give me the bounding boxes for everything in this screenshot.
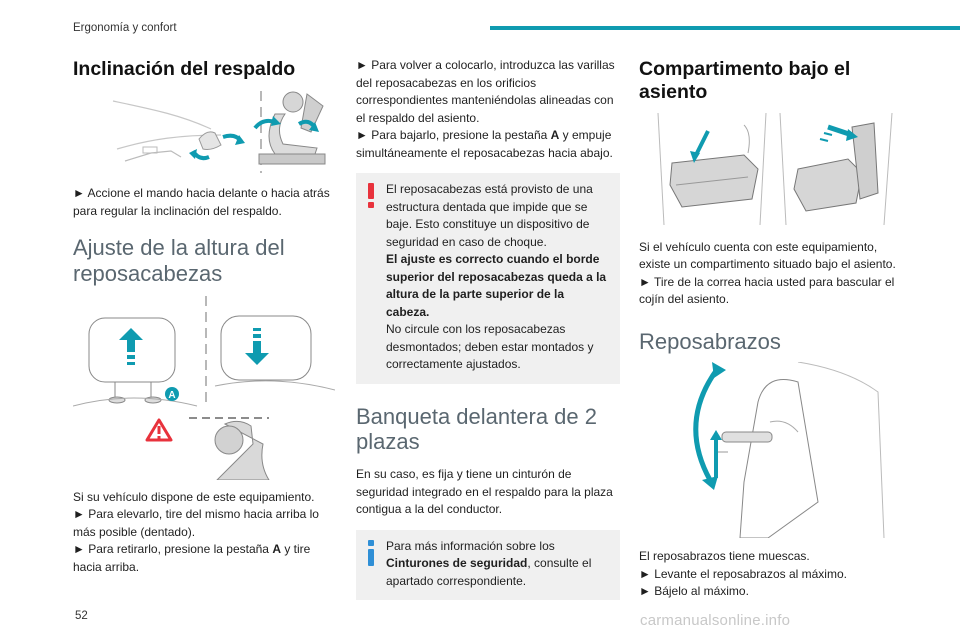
- info-note: Para más información sobre los Cinturones de seguridad, consulte el apartado correspondiente.: [356, 530, 620, 601]
- info-icon: [364, 540, 378, 566]
- warning-text-3: No circule con los reposacabezas desmontados; deben estar montados y correctamente ajustados.: [386, 322, 594, 371]
- watermark: carmanualsonline.info: [640, 612, 791, 629]
- headrest-text-2: ► Para elevarlo, tire del mismo hacia arriba lo más posible (dentado).: [73, 507, 319, 539]
- column-2: [356, 55, 620, 600]
- armrest-text-2: ► Levante el reposabrazos al máximo.: [639, 566, 847, 581]
- title-front-bench: Banqueta delantera de 2 plazas: [356, 403, 597, 454]
- under-seat-storage-illustration: [648, 113, 898, 225]
- reclining-person-illustration: [245, 88, 335, 172]
- warning-note: [356, 173, 620, 384]
- storage-text-1: Si el vehículo cuenta con este equipamiento, existe un compartimento situado bajo el asiento.: [639, 239, 896, 272]
- title-armrest: Reposabrazos: [639, 328, 781, 354]
- headrest-text-1: Si su vehículo dispone de este equipamiento.: [73, 489, 315, 504]
- headrest-adjust-illustration: [73, 294, 335, 480]
- armrest-text-3: ► Bájelo al máximo.: [639, 584, 749, 599]
- headrest-text-3: ► Para retirarlo, presione la pestaña A y tire hacia arriba.: [73, 542, 311, 574]
- title-headrest-height: Ajuste de la altura del reposacabezas: [73, 235, 285, 286]
- running-header: Ergonomía y confort: [73, 22, 177, 34]
- storage-text-2: ► Tire de la correa hacia usted para bascular el cojín del asiento.: [639, 274, 895, 307]
- armrest-illustration: [648, 362, 898, 538]
- column-1: [73, 55, 335, 576]
- title-under-seat-storage: Compartimento bajo el asiento: [639, 58, 851, 104]
- headrest-lower-text: ► Para bajarlo, presione la pestaña A y empuje simultáneamente el reposacabezas hacia abajo.: [356, 128, 613, 160]
- backrest-tilt-text: ► Accione el mando hacia delante o hacia atrás para regular la inclinación del respaldo.: [73, 186, 330, 218]
- header-accent-bar: [490, 26, 960, 30]
- exclamation-icon: [364, 183, 378, 209]
- page-number: 52: [75, 610, 88, 622]
- warning-text-1: El reposacabezas está provisto de una estructura dentada que impide que se baje. Esto constituye un dispositivo de seguridad en caso de choque.: [386, 182, 593, 249]
- warning-text-2: El ajuste es correcto cuando el borde superior del reposacabezas queda a la altura de la parte superior de la cabeza.: [386, 252, 607, 319]
- front-bench-text: En su caso, es fija y tiene un cinturón de seguridad integrado en el respaldo para la plaza contigua a la del conductor.: [356, 467, 613, 517]
- headrest-refit-text: ► Para volver a colocarlo, introduzca las varillas del reposacabezas en los orificios correspondientes manteniéndolas alineadas con el respaldo del asiento.: [356, 58, 615, 125]
- seatbelts-reference: Cinturones de seguridad: [386, 556, 528, 571]
- headrest-label-a: A: [168, 389, 176, 401]
- armrest-text-1: El reposabrazos tiene muescas.: [639, 549, 810, 564]
- column-3: [639, 55, 907, 601]
- title-backrest-tilt: Inclinación del respaldo: [73, 58, 296, 80]
